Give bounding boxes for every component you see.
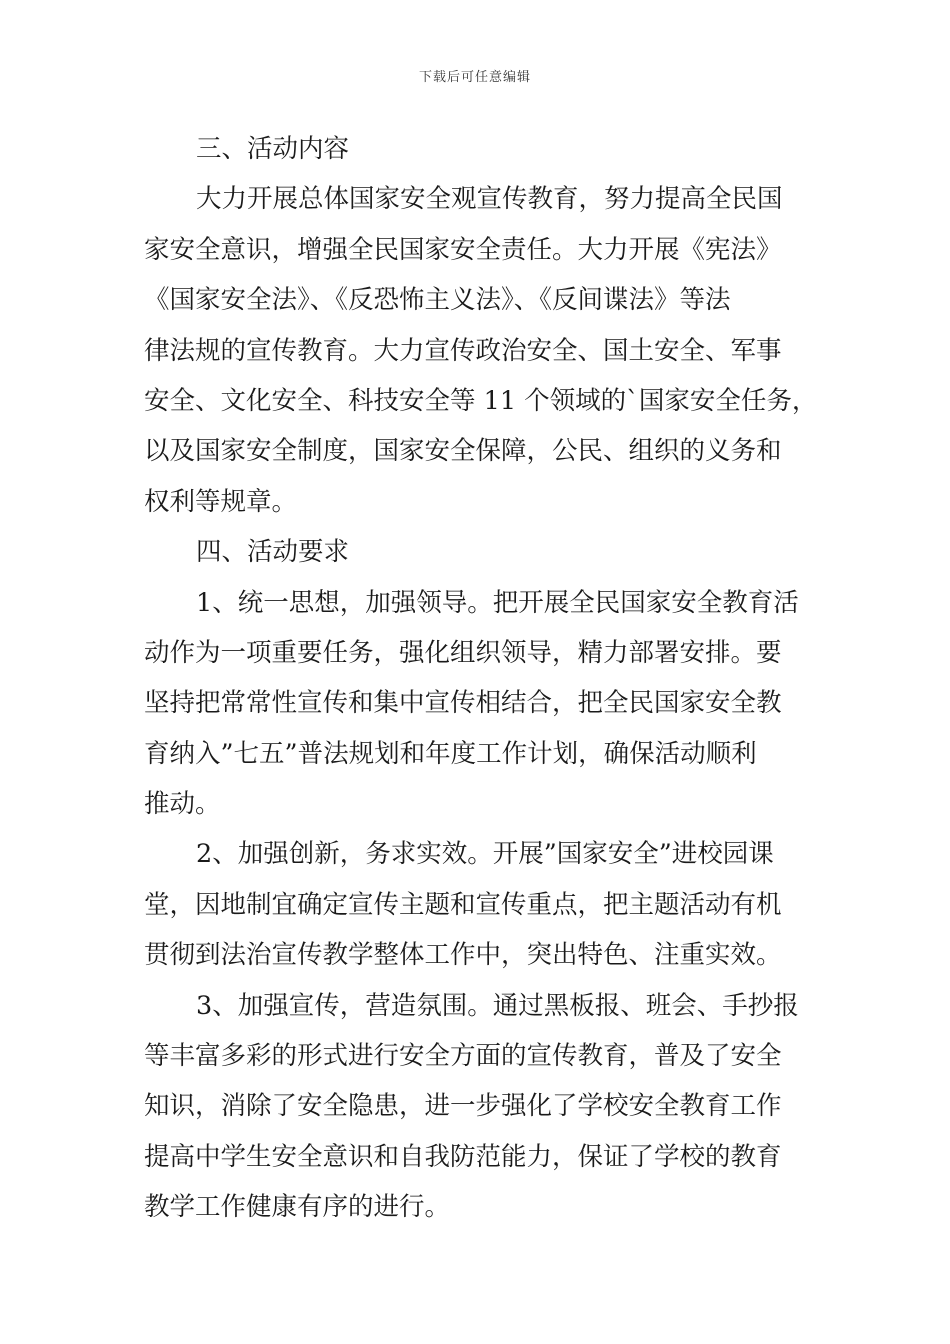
- section-heading-activity-requirements: 四、活动要求: [196, 537, 350, 568]
- paragraph-requirement-2: [144, 829, 808, 980]
- paragraph-line: 坚持把常常性宣传和集中宣传相结合，把全民国家安全教: [144, 688, 782, 719]
- paragraph-requirement-3: [144, 981, 808, 1233]
- paragraph-line: 教学工作健康有序的进行。: [144, 1192, 451, 1223]
- page-header-note: 下载后可任意编辑: [418, 70, 531, 85]
- paragraph-line: 2、加强创新，务求实效。开展”国家安全”进校园课: [196, 839, 774, 870]
- paragraph-line: 知识，消除了安全隐患，进一步强化了学校安全教育工作: [144, 1091, 782, 1122]
- paragraph-line: 等丰富多彩的形式进行安全方面的宣传教育，普及了安全: [144, 1041, 782, 1072]
- document-body: [144, 124, 818, 1233]
- paragraph-line: 律法规的宣传教育。大力宣传政治安全、国土安全、军事: [144, 335, 782, 366]
- paragraph-line: 推动。: [144, 789, 221, 820]
- paragraph-line: 3、加强宣传，营造氛围。通过黑板报、班会、手抄报: [196, 990, 799, 1021]
- paragraph-line: 家安全意识，增强全民国家安全责任。大力开展《宪法》: [144, 234, 782, 265]
- paragraph-line: 以及国家安全制度，国家安全保障，公民、组织的义务和: [144, 436, 782, 467]
- paragraph-activity-content: [144, 174, 818, 527]
- paragraph-line: 育纳入”七五”普法规划和年度工作计划，确保活动顺利: [144, 738, 757, 769]
- paragraph-line: 堂，因地制宜确定宣传主题和宣传重点，把主题活动有机: [144, 889, 782, 920]
- paragraph-line: 1、统一思想，加强领导。把开展全民国家安全教育活: [196, 587, 799, 618]
- paragraph-line: 提高中学生安全意识和自我防范能力，保证了学校的教育: [144, 1141, 782, 1172]
- paragraph-line: 安全、文化安全、科技安全等 11 个领域的`国家安全任务，: [144, 385, 818, 416]
- paragraph-line: 大力开展总体国家安全观宣传教育，努力提高全民国: [196, 184, 783, 215]
- paragraph-line: 权利等规章。: [144, 486, 298, 517]
- paragraph-line: 贯彻到法治宣传教学整体工作中，突出特色、注重实效。: [144, 940, 782, 971]
- paragraph-requirement-1: [144, 578, 808, 830]
- section-heading-activity-content: 三、活动内容: [196, 134, 350, 164]
- paragraph-line: 《国家安全法》、《反恐怖主义法》、《反间谍法》等法: [144, 285, 731, 316]
- paragraph-line: 动作为一项重要任务，强化组织领导，精力部署安排。要: [144, 637, 782, 668]
